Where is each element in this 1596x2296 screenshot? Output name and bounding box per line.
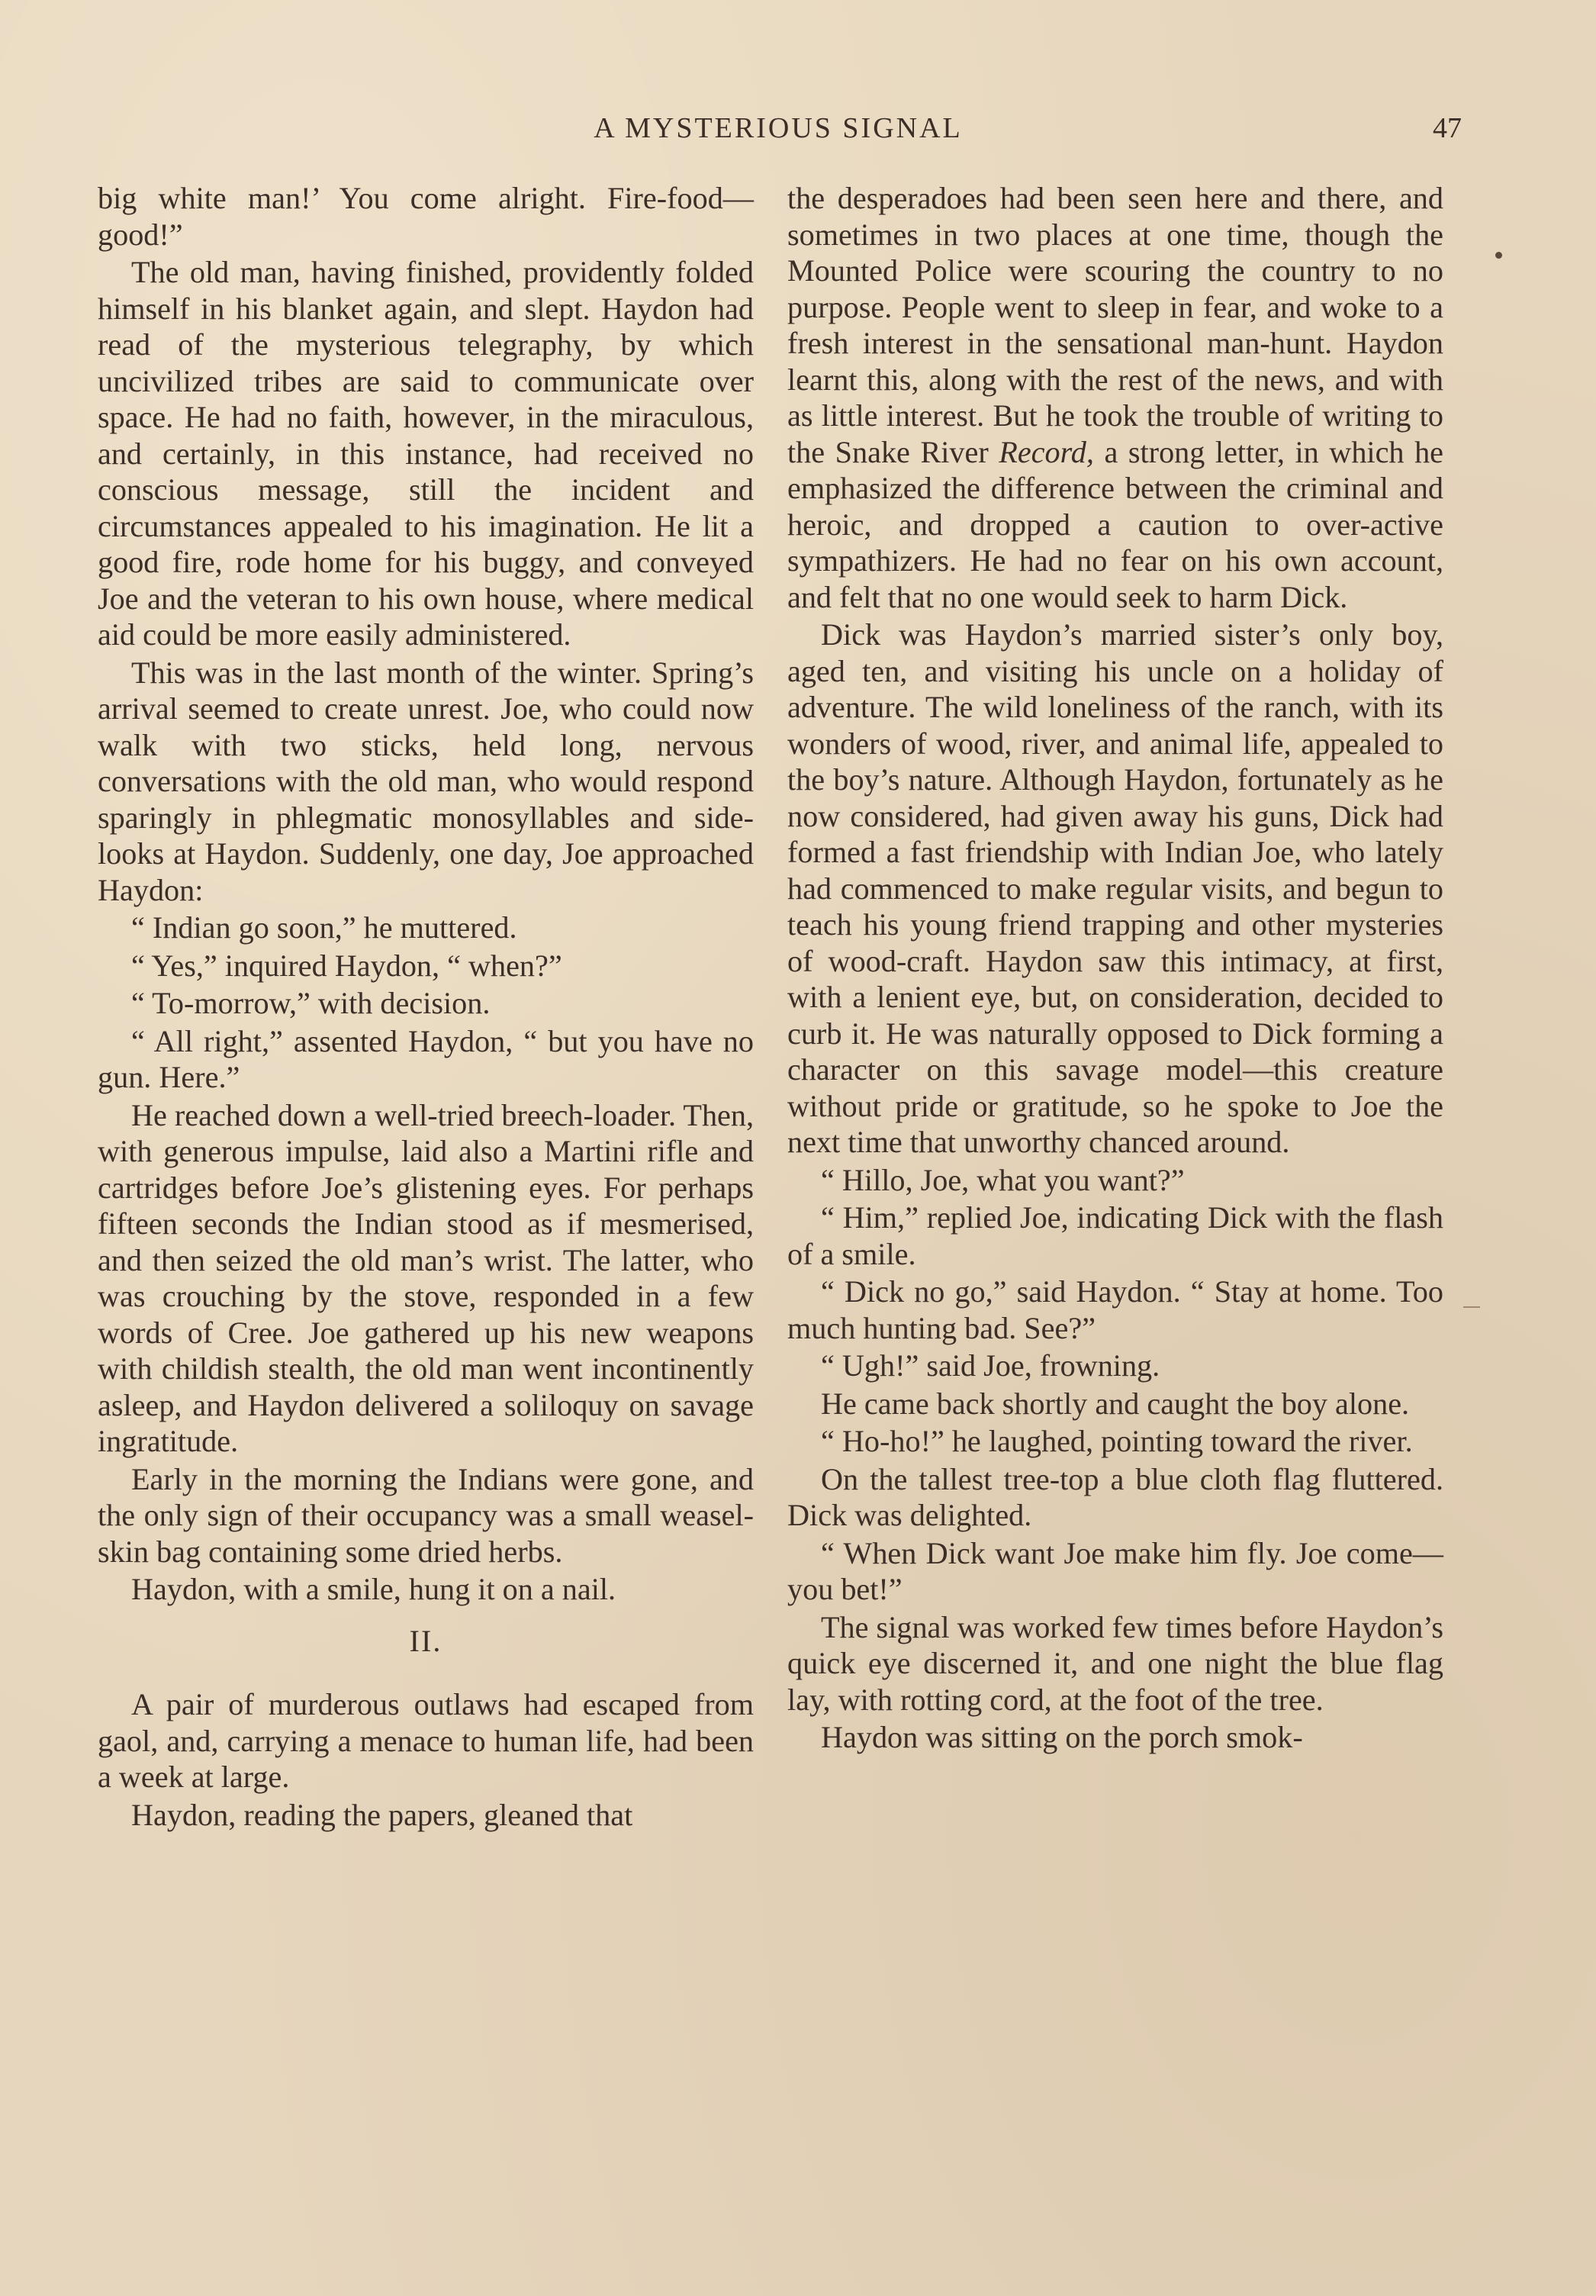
paragraph: Early in the morning the Indians were gone, and the only sign of their occupancy was a small weasel-skin bag containing some dried herbs. bbox=[98, 1461, 754, 1569]
dialogue-line: “ Dick no go,” said Haydon. “ Stay at home. Too much hunting bad. See?” bbox=[787, 1274, 1443, 1345]
ink-speck bbox=[1495, 252, 1502, 259]
dialogue-line: “ Indian go soon,” he muttered. bbox=[131, 910, 517, 945]
running-head bbox=[99, 107, 1462, 153]
paragraph: He came back shortly and caught the boy alone. bbox=[821, 1386, 1410, 1421]
dialogue-line: “ Ugh!” said Joe, frowning. bbox=[821, 1348, 1160, 1383]
paragraph bbox=[787, 180, 1443, 615]
left-column bbox=[98, 180, 754, 1834]
dialogue-line: “ Him,” replied Joe, indicating Dick with the flash of a smile. bbox=[787, 1200, 1443, 1271]
dialogue-line: “ Hillo, Joe, what you want?” bbox=[821, 1162, 1185, 1197]
newspaper-title: Record, bbox=[999, 434, 1094, 469]
right-column bbox=[787, 180, 1443, 1757]
paragraph: A pair of murderous outlaws had escaped from gaol, and, carrying a menace to human life, had been a week at large. bbox=[98, 1687, 754, 1794]
paragraph-text: the desperadoes had been seen here and there, and sometimes in two places at one time, though the Mounted Police were scouring the country to no purpose. People went to sleep in fear, and woke to a fresh interest in the sensational man-hunt. Haydon learnt this, along with the rest of the news, and with as little interest. But he took the trouble of writing to the Snake River bbox=[787, 181, 1443, 469]
dialogue-line: “ Ho-ho!” he laughed, pointing toward the river. bbox=[821, 1424, 1413, 1458]
running-title: A MYSTERIOUS SIGNAL bbox=[594, 112, 963, 144]
dialogue-line: “ All right,” assented Haydon, “ but you have no gun. Here.” bbox=[98, 1023, 754, 1094]
paragraph: Haydon, with a smile, hung it on a nail. bbox=[131, 1572, 616, 1606]
paragraph: The signal was worked few times before Haydon’s quick eye discerned it, and one night the blue flag lay, with rotting cord, at the foot of the tree. bbox=[787, 1609, 1443, 1717]
page-number: 47 bbox=[1433, 112, 1462, 144]
paragraph-text: a strong letter, in which he emphasized the difference between the criminal and heroic, and dropped a caution to over-active sympathizers. He had no fear on his own account, and felt that no one would seek to harm Dick. bbox=[787, 434, 1444, 614]
paragraph: The old man, having finished, providently folded himself in his blanket again, and slept. Haydon had read of the mysterious telegraphy, by which uncivilized tribes are said to communicate over space. He had no faith, however, in the miraculous, and certainly, in this instance, had received no conscious message, still the incident and circumstances appealed to his imagination. He lit a good fire, rode home for his buggy, and conveyed Joe and the veteran to his own house, where medical aid could be more easily administered. bbox=[98, 255, 754, 652]
dialogue-line: “ When Dick want Joe make him fly. Joe come—you bet!” bbox=[787, 1535, 1443, 1606]
dialogue-line: “ Yes,” inquired Haydon, “ when?” bbox=[131, 948, 562, 983]
paragraph: On the tallest tree-top a blue cloth flag fluttered. Dick was delighted. bbox=[787, 1461, 1443, 1532]
paragraph: Dick was Haydon’s married sister’s only boy, aged ten, and visiting his uncle on a holiday of adventure. The wild loneliness of the ranch, with its wonders of wood, river, and animal life, appealed to the boy’s nature. Although Haydon, fortunately as he now considered, had given away his guns, Dick had formed a fast friendship with Indian Joe, who lately had commenced to make regular visits, and begun to teach his young friend trapping and other mysteries of wood-craft. Haydon saw this intimacy, at first, with a lenient eye, but, on consideration, decided to curb it. He was naturally opposed to Dick forming a character on this savage model—this creature without pride or gratitude, so he spoke to Joe the next time that unworthy chanced around. bbox=[787, 617, 1443, 1159]
paragraph: big white man!’ You come alright. Fire-food—good!” bbox=[98, 181, 754, 252]
section-heading: II. bbox=[409, 1623, 442, 1658]
dialogue-line: “ To-morrow,” with decision. bbox=[131, 986, 491, 1020]
paragraph: Haydon, reading the papers, gleaned that bbox=[131, 1797, 633, 1832]
paragraph: He reached down a well-tried breech-loader. Then, with generous impulse, laid also a Martini rifle and cartridges before Joe’s glistening eyes. For perhaps fifteen seconds the Indian stood as if mesmerised, and then seized the old man’s wrist. The latter, who was crouching by the stove, responded in a few words of Cree. Joe gathered up his new weapons with childish stealth, the old man went incontinently asleep, and Haydon delivered a soliloquy on savage ingratitude. bbox=[98, 1097, 755, 1458]
paragraph: This was in the last month of the winter. Spring’s arrival seemed to create unrest. Joe, who could now walk with two sticks, held long, nervous conversations with the old man, who would respond sparingly in phlegmatic monosyllables and side-looks at Haydon. Suddenly, one day, Joe approached Haydon: bbox=[98, 655, 754, 907]
paragraph: Haydon was sitting on the porch smok- bbox=[821, 1720, 1303, 1754]
margin-mark bbox=[1463, 1306, 1480, 1308]
